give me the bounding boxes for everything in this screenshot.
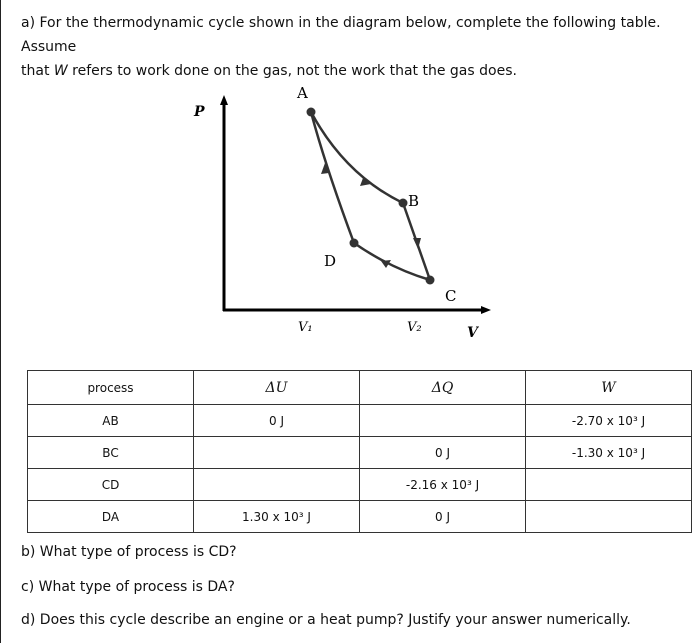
point-b-marker	[399, 199, 408, 208]
question-a-text	[21, 11, 686, 83]
cell-delta-u	[194, 437, 360, 469]
header-delta-u: ΔU	[194, 371, 360, 405]
table-row	[28, 405, 692, 437]
process-da-curve	[311, 112, 354, 243]
question-b-text: b) What type of process is CD?	[21, 544, 237, 560]
process-table	[27, 370, 692, 533]
cell-delta-q	[360, 405, 526, 437]
point-c-label: C	[445, 287, 457, 305]
point-b-label: B	[408, 192, 420, 210]
left-border-line	[0, 0, 1, 643]
volume-axis-label: V	[467, 325, 478, 341]
cell-work	[526, 501, 692, 533]
pressure-axis-arrowhead	[220, 95, 228, 105]
cell-work: -2.70 x 10³ J	[526, 405, 692, 437]
cell-work: -1.30 x 10³ J	[526, 437, 692, 469]
pv-diagram	[180, 78, 500, 358]
v2-label: V₂	[407, 320, 422, 335]
header-work: W	[526, 371, 692, 405]
header-delta-q: ΔQ	[360, 371, 526, 405]
question-d-text: d) Does this cycle describe an engine or a heat pump? Justify your answer numerically.	[21, 612, 631, 628]
cell-process: CD	[28, 469, 194, 501]
table-header-row	[28, 371, 692, 405]
question-a-line-1: a) For the thermodynamic cycle shown in the diagram below, complete the following table. Assume	[21, 15, 661, 55]
point-d-marker	[350, 239, 359, 248]
cell-process: BC	[28, 437, 194, 469]
volume-axis-arrowhead	[481, 306, 491, 314]
header-process: process	[28, 371, 194, 405]
cell-delta-q: 0 J	[360, 501, 526, 533]
question-c-text: c) What type of process is DA?	[21, 579, 235, 595]
point-c-marker	[426, 276, 435, 285]
cell-delta-u: 1.30 x 10³ J	[194, 501, 360, 533]
cell-delta-u	[194, 469, 360, 501]
table-row	[28, 501, 692, 533]
pressure-axis-label: P	[194, 104, 205, 120]
cell-work	[526, 469, 692, 501]
point-a-marker	[307, 108, 316, 117]
cell-delta-u: 0 J	[194, 405, 360, 437]
cell-delta-q: 0 J	[360, 437, 526, 469]
table-row	[28, 469, 692, 501]
point-d-label: D	[324, 252, 337, 270]
cell-process: DA	[28, 501, 194, 533]
table-row	[28, 437, 692, 469]
cell-process: AB	[28, 405, 194, 437]
work-symbol: W	[53, 63, 68, 79]
v1-label: V₁	[298, 320, 313, 335]
question-a-line-2-start: that	[21, 63, 54, 79]
point-a-label: A	[297, 84, 308, 102]
cell-delta-q: -2.16 x 10³ J	[360, 469, 526, 501]
question-a-line-2-end: refers to work done on the gas, not the work that the gas does.	[67, 63, 517, 79]
